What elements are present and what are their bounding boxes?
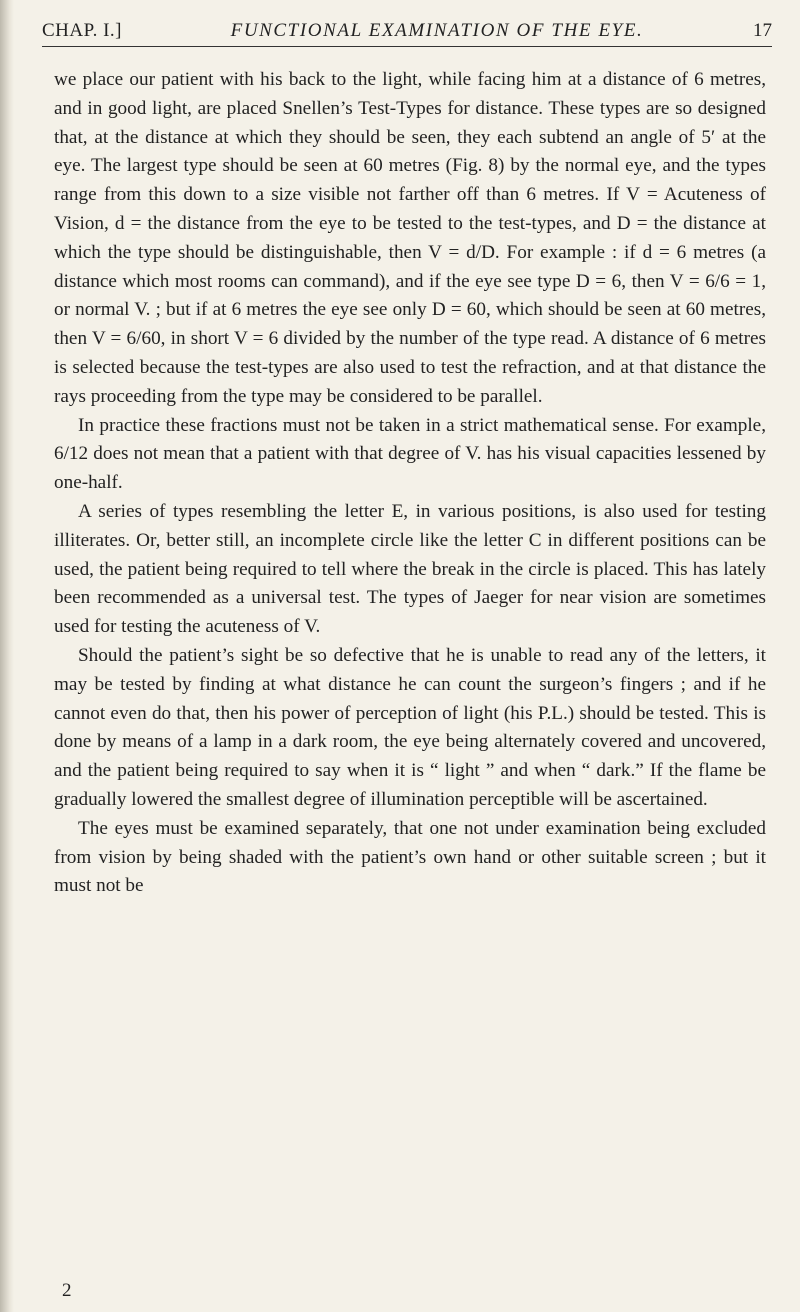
- paragraph: Should the patient’s sight be so defective that he is unable to read any of the letters, it may be tested by finding at what distance he can count the surgeon’s fingers ; and if he cannot even do that, then his power of perception of light (his P.L.) should be tested. This is done by means of a lamp in a dark room, the eye being alternately covered and uncovered, and the patient being required to say when it is “ light ” and when “ dark.” If the flame be gradually lowered the smallest degree of illumination perceptible will be ascertained.: [54, 644, 766, 810]
- running-title: FUNCTIONAL EXAMINATION OF THE EYE.: [230, 20, 644, 41]
- signature-mark: 2: [62, 1280, 72, 1301]
- paragraph: In practice these fractions must not be taken in a strict mathematical sense. For example, 6/12 does not mean that a patient with that degree of V. has his visual capacities lessened by one-half.: [54, 414, 766, 494]
- page-number: 17: [753, 20, 772, 41]
- page-edge-shadow: [0, 0, 14, 1312]
- body-text: [54, 66, 766, 901]
- chapter-label: CHAP. I.]: [42, 20, 122, 41]
- running-header: [42, 12, 772, 47]
- paragraph: we place our patient with his back to the light, while facing him at a distance of 6 metres, and in good light, are placed Snellen’s Test-Types for distance. These types are so designed that, at the distance at which they should be seen, they each subtend an angle of 5′ at the eye. The largest type should be seen at 60 metres (Fig. 8) by the normal eye, and the types range from this down to a size visible not farther off than 6 metres. If V = Acuteness of Vision, d = the distance from the eye to be tested to the test-types, and D = the distance at which the type should be distinguishable, then V = d/D. For example : if d = 6 metres (a distance which most rooms can command), and if the eye see type D = 6, then V = 6/6 = 1, or normal V. ; but if at 6 metres the eye see only D = 60, which should be seen at 60 metres, then V = 6/60, in short V = 6 divided by the number of the type read. A distance of 6 metres is selected because the test-types are also used to test the refraction, and at that distance the rays proceeding from the type may be considered to be parallel.: [54, 69, 766, 407]
- paragraph: The eyes must be examined separately, that one not under examination being excluded from vision by being shaded with the patient’s own hand or other suitable screen ; but it must not be: [54, 817, 766, 897]
- paragraph: A series of types resembling the letter E, in various positions, is also used for testing illiterates. Or, better still, an incomplete circle like the letter C in different positions can be used, the patient being required to tell where the break in the circle is placed. This has lately been recommended as a universal test. The types of Jaeger for near vision are sometimes used for testing the acuteness of V.: [54, 500, 766, 638]
